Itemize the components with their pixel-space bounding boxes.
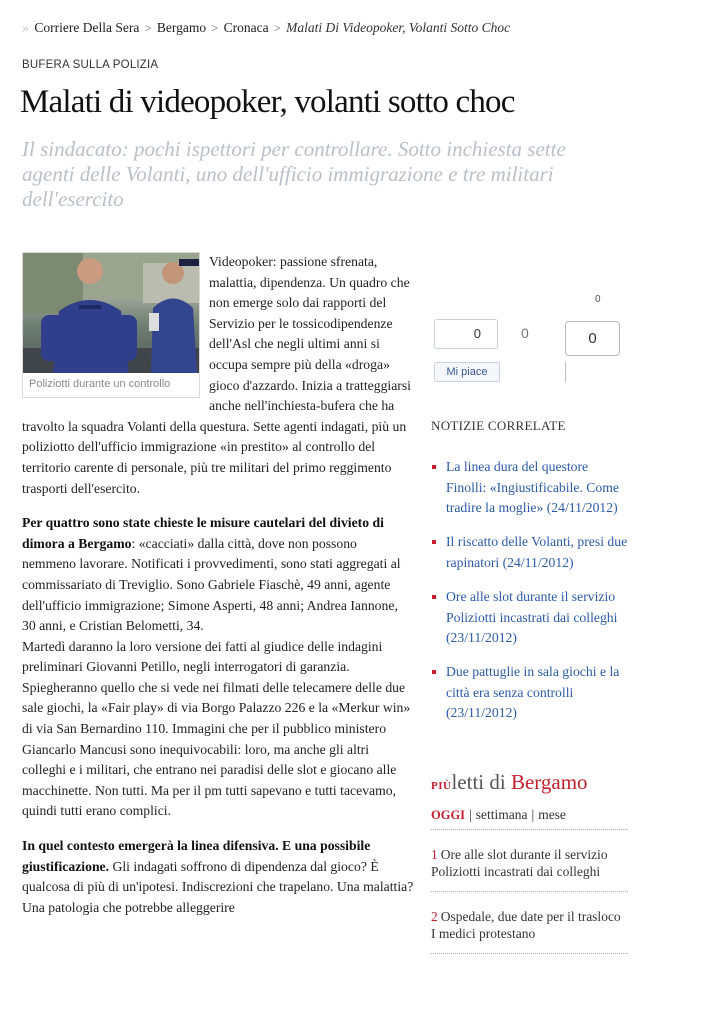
page-title: Malati di videopoker, volanti sotto choc: [20, 84, 515, 120]
police-photo-image: [23, 253, 199, 373]
paragraph-1: Videopoker: passione sfrenata, malattia, dipendenza. Un quadro che non emerge solo dai rapporti del Servizio per le tossicodipendenze dell'Asl che negli ultimi anni si occupa sempre più della «droga» gioco d'azzardo. Inizia a tratteggiarsi anche nell'inchiesta-bufera che ha travolto la squadra Volanti della questura. Sette agenti indagati, più un poliziotto dell'ufficio immigrazione «in prestito» al controllo del territorio carente di personale, più tre militari del primo reggimento trasporti dell'esercito.: [22, 254, 411, 496]
subhead: Il sindacato: pochi ispettori per controllare. Sotto inchiesta sette agenti delle Volanti, uno dell'ufficio immigrazione e tre militari dell'esercito: [22, 137, 566, 211]
most-read-title: [431, 769, 628, 799]
article-body: [22, 252, 414, 932]
paragraph-4: [22, 836, 414, 918]
breadcrumb-separator: >: [274, 21, 281, 35]
filter-separator: |: [469, 807, 472, 822]
breadcrumb-bergamo[interactable]: Bergamo: [156, 20, 207, 35]
related-news-title: NOTIZIE CORRELATE: [431, 418, 566, 433]
related-link[interactable]: Due pattuglie in sala giochi e la città era senza controlli (23/11/2012): [446, 664, 620, 721]
social-share-widget: [434, 294, 624, 384]
paragraph-2-lead: Per quattro sono state chieste le misure cautelari del divieto di dimora a Bergamo: [22, 515, 384, 551]
filter-mese[interactable]: mese: [538, 807, 566, 822]
most-read-rank: 2: [431, 909, 438, 924]
most-read-text: Ore alle slot durante il servizio Poliziotti incastrati dai colleghi: [431, 847, 608, 879]
facebook-count-box: 0: [434, 319, 498, 349]
related-link[interactable]: Il riscatto delle Volanti, presi due rapinatori (24/11/2012): [446, 534, 628, 570]
facebook-like-button[interactable]: Mi piace: [434, 362, 500, 382]
paragraph-3: Martedì daranno la loro versione dei fatti al giudice delle indagini preliminari Giovanni Petillo, negli interrogatori di garanzia. Spiegheranno quello che si vede nei filmati delle telecamere delle due sale giochi, la «Fair play» di via Borgo Palazzo 226 e la «Merkur win» di via San Bernardino 110. Immagini che per il pubblico ministero Giancarlo Mancusi sono inequivocabili: loro, ma anche gli altri colleghi e i militari, che entrano nei paradisi delle slot e giocano alle macchinette. Non tutti. Ma per il pm tutti sapevano e tutti tacevamo, quindi tutti erano complici.: [22, 638, 411, 819]
most-read-rank: 1: [431, 847, 438, 862]
related-news-list: [431, 457, 631, 738]
most-read-widget: [431, 769, 628, 954]
filter-settimana[interactable]: settimana: [475, 807, 528, 822]
dotted-divider: [431, 829, 628, 830]
filter-separator: |: [531, 807, 535, 822]
most-read-letti: letti di: [451, 770, 511, 794]
share-count-top: 0: [595, 294, 601, 305]
filter-oggi[interactable]: OGGI: [431, 808, 466, 822]
related-item: [431, 662, 631, 724]
most-read-item[interactable]: [431, 909, 628, 954]
related-item: [431, 532, 631, 573]
most-read-item[interactable]: [431, 847, 628, 892]
paragraph-4-text: Gli indagati soffrono di dipendenza dal gioco? È qualcosa di più di un'ipotesi. Indiscrezioni che trapelano. Una malattia? Una patologia che potrebbe alleggerire: [22, 858, 414, 915]
related-link[interactable]: La linea dura del questore Finolli: «Ingiustificabile. Come tradire la moglie» (24/11/2012): [446, 459, 619, 516]
share-count-middle: 0: [521, 325, 529, 341]
most-read-city: Bergamo: [510, 770, 588, 794]
chevron-right-icon: »: [22, 21, 29, 36]
paragraph-2-text: : «cacciati» dalla città, dove non possono nemmeno lavorare. Notificati i provvedimenti, sono stati aggregati al commissariato di Treviglio. Sono Gabriele Fiaschè, 49 anni, agente dell'ufficio immigrazione; Simone Asperti, 48 anni; Andrea Iannone, 30 anni, e Cristian Belometti, 34.: [22, 535, 401, 634]
breadcrumb-separator: >: [144, 21, 152, 35]
police-officers-illustration: [23, 253, 199, 373]
breadcrumb: [22, 20, 510, 37]
article-photo[interactable]: [22, 252, 200, 398]
share-divider: [565, 362, 566, 382]
most-read-filters: [431, 807, 628, 823]
breadcrumb-home[interactable]: Corriere Della Sera: [34, 20, 140, 35]
breadcrumb-current: Malati Di Videopoker, Volanti Sotto Choc: [286, 20, 511, 35]
most-read-text: Ospedale, due date per il trasloco I medici protestano: [431, 909, 621, 941]
related-item: [431, 457, 631, 519]
google-plus-count-box: 0: [565, 321, 620, 356]
kicker: BUFERA SULLA POLIZIA: [22, 59, 159, 71]
paragraph-2: [22, 513, 414, 637]
most-read-piu: PIÙ: [431, 780, 452, 792]
related-item: [431, 587, 631, 649]
photo-caption: Poliziotti durante un controllo: [29, 378, 171, 390]
related-link[interactable]: Ore alle slot durante il servizio Poliziotti incastrati dai colleghi (23/11/2012): [446, 588, 618, 646]
paragraph-4-lead: In quel contesto emergerà la linea difensiva. E una possibile giustificazione.: [22, 838, 371, 874]
breadcrumb-cronaca[interactable]: Cronaca: [223, 20, 269, 35]
breadcrumb-separator: >: [211, 21, 219, 35]
